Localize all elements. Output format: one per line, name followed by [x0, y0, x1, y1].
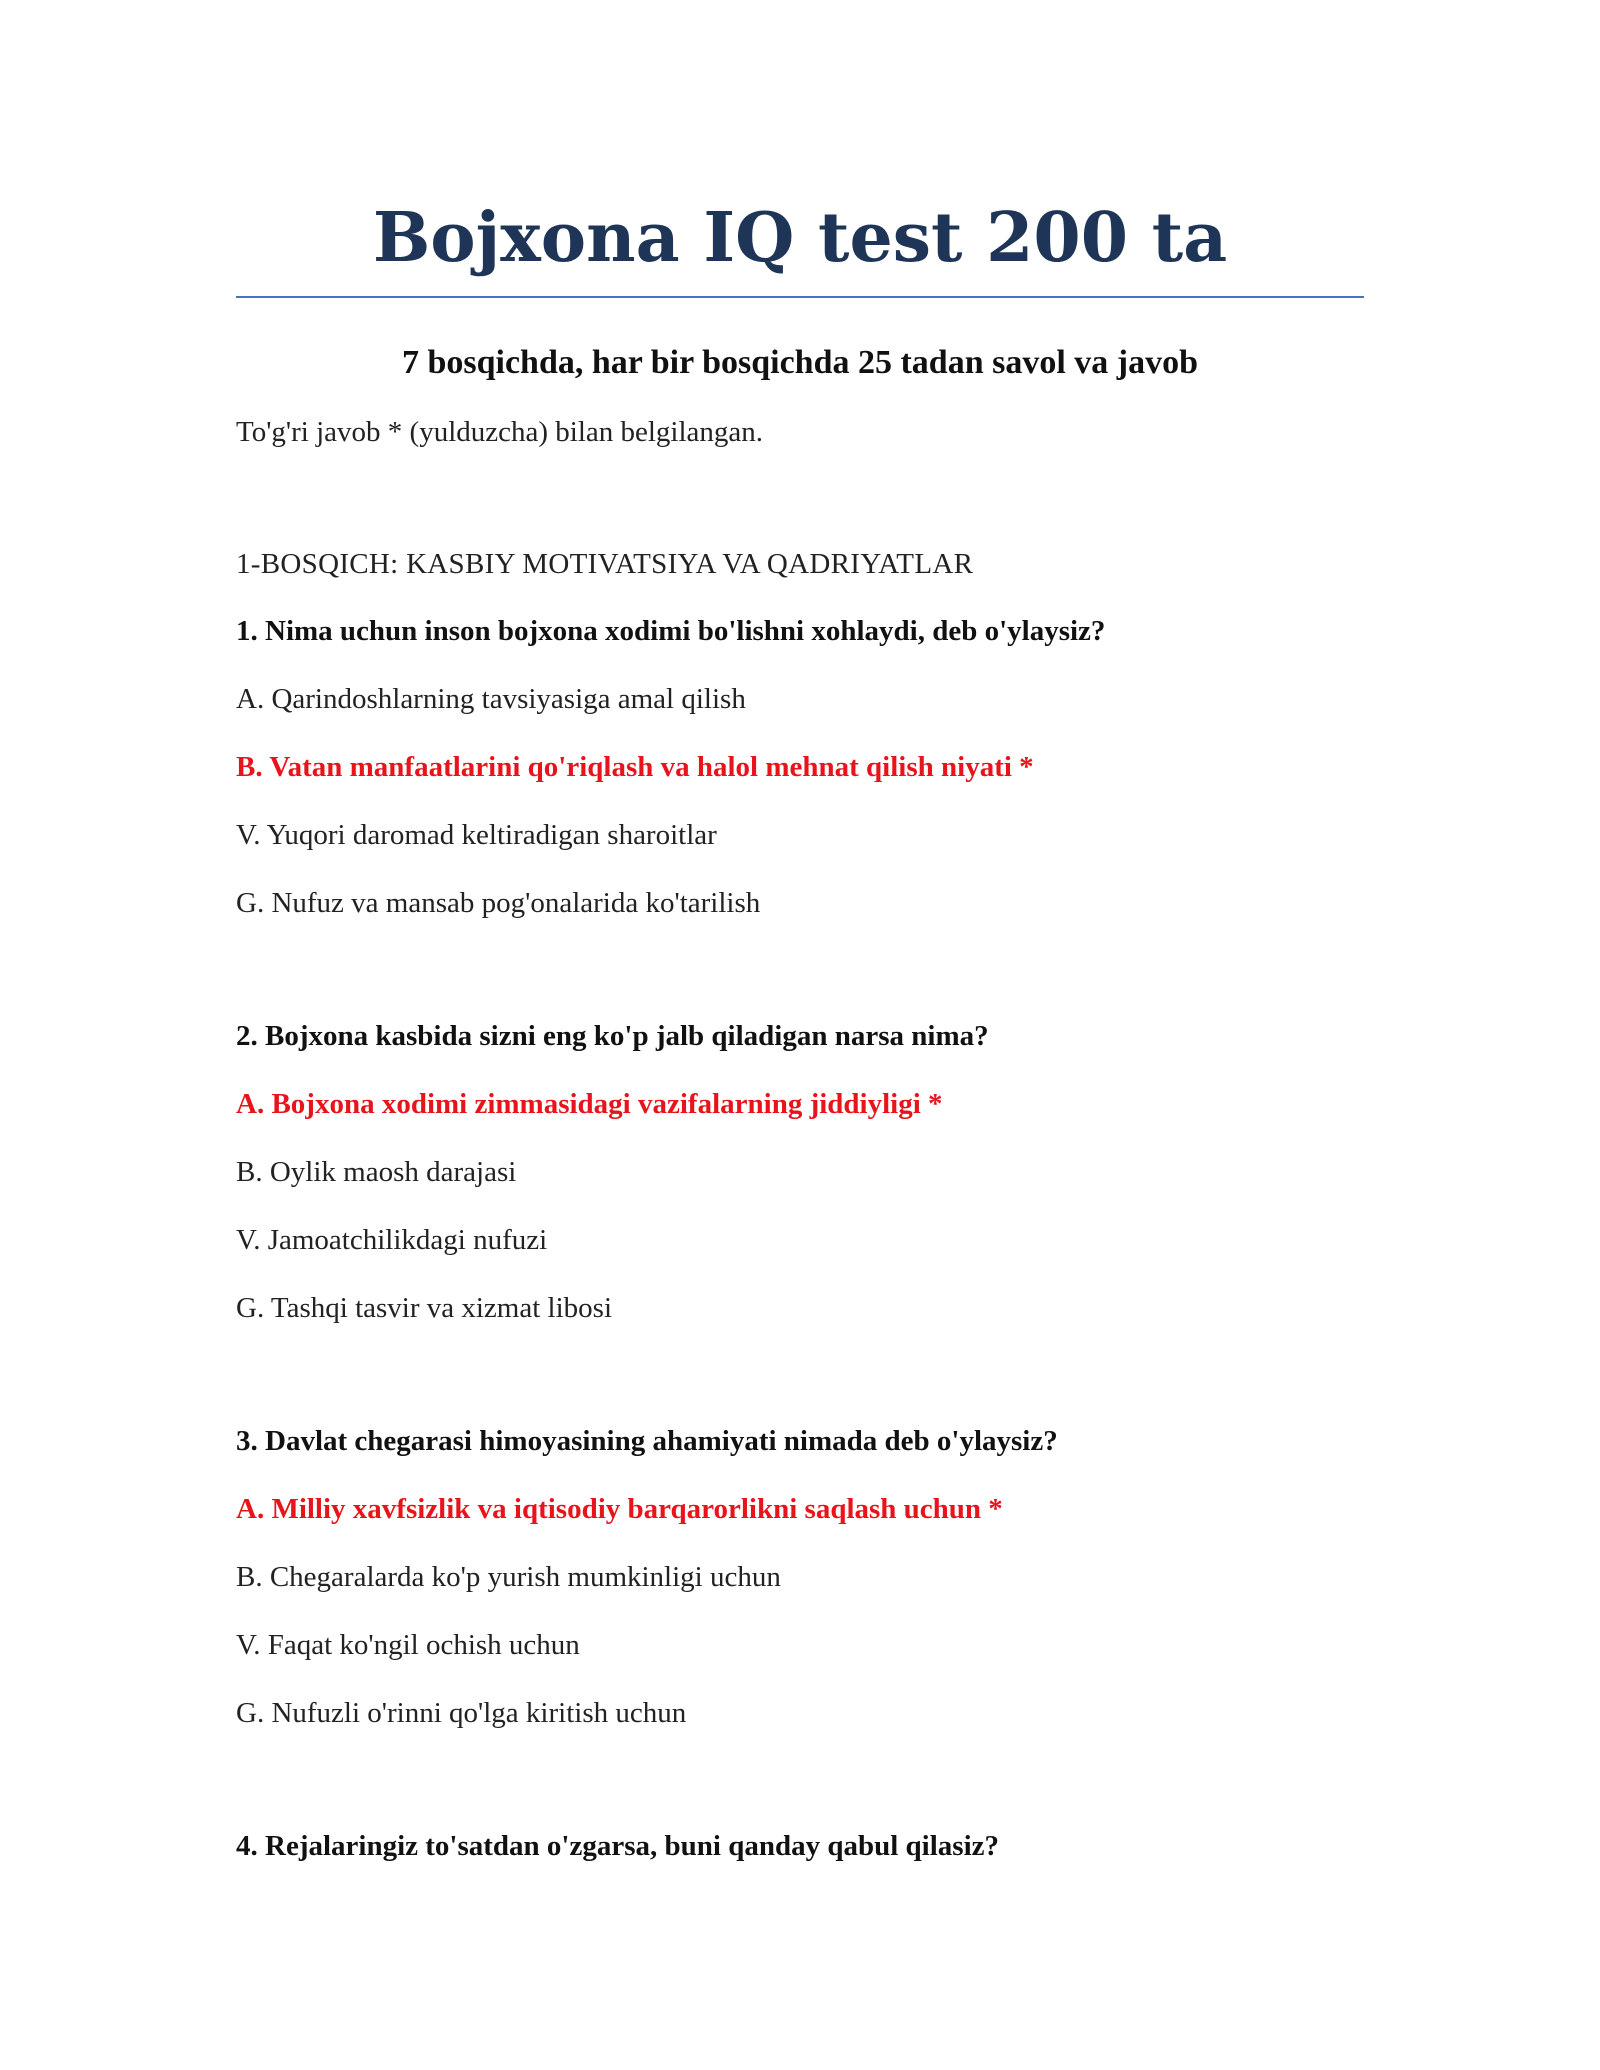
question-block [236, 611, 1364, 923]
answer-option: V. Jamoatchilikdagi nufuzi [236, 1224, 548, 1256]
title-underline [236, 296, 1364, 298]
question-text: 4. Rejalaringiz to'satdan o'zgarsa, buni qanday qabul qilasiz? [236, 1830, 999, 1862]
answer-option: B. Chegaralarda ko'p yurish mumkinligi uchun [236, 1561, 781, 1593]
correct-answer-option: B. Vatan manfaatlarini qo'riqlash va halol mehnat qilish niyati * [236, 751, 1034, 783]
section-heading: 1-BOSQICH: KASBIY MOTIVATSIYA VA QADRIYATLAR [236, 548, 974, 580]
correct-answer-option: A. Milliy xavfsizlik va iqtisodiy barqarorlikni saqlash uchun * [236, 1493, 1003, 1525]
answer-option: A. Qarindoshlarning tavsiyasiga amal qilish [236, 683, 746, 715]
answer-option: V. Yuqori daromad keltiradigan sharoitlar [236, 819, 717, 851]
question-text: 3. Davlat chegarasi himoyasining ahamiyati nimada deb o'ylaysiz? [236, 1425, 1058, 1457]
question-list [236, 611, 1364, 1866]
question-block [236, 1421, 1364, 1733]
answer-option: G. Tashqi tasvir va xizmat libosi [236, 1292, 612, 1324]
document-title: Bojxona IQ test 200 ta [372, 198, 1228, 278]
answer-option: B. Oylik maosh darajasi [236, 1156, 517, 1188]
answer-option: G. Nufuzli o'rinni qo'lga kiritish uchun [236, 1697, 687, 1729]
document-content [236, 190, 1364, 1866]
answer-option: V. Faqat ko'ngil ochish uchun [236, 1629, 580, 1661]
document-subtitle: 7 bosqichda, har bir bosqichda 25 tadan savol va javob [401, 344, 1199, 381]
answer-option: G. Nufuz va mansab pog'onalarida ko'tarilish [236, 887, 761, 919]
question-text: 1. Nima uchun inson bojxona xodimi bo'lishni xohlaydi, deb o'ylaysiz? [236, 615, 1106, 647]
question-block [236, 1826, 1364, 1866]
correct-answer-option: A. Bojxona xodimi zimmasidagi vazifalarning jiddiyligi * [236, 1088, 943, 1120]
answer-key-note: To'g'ri javob * (yulduzcha) bilan belgilangan. [236, 416, 764, 448]
question-block [236, 1016, 1364, 1328]
question-text: 2. Bojxona kasbida sizni eng ko'p jalb qiladigan narsa nima? [236, 1020, 989, 1052]
